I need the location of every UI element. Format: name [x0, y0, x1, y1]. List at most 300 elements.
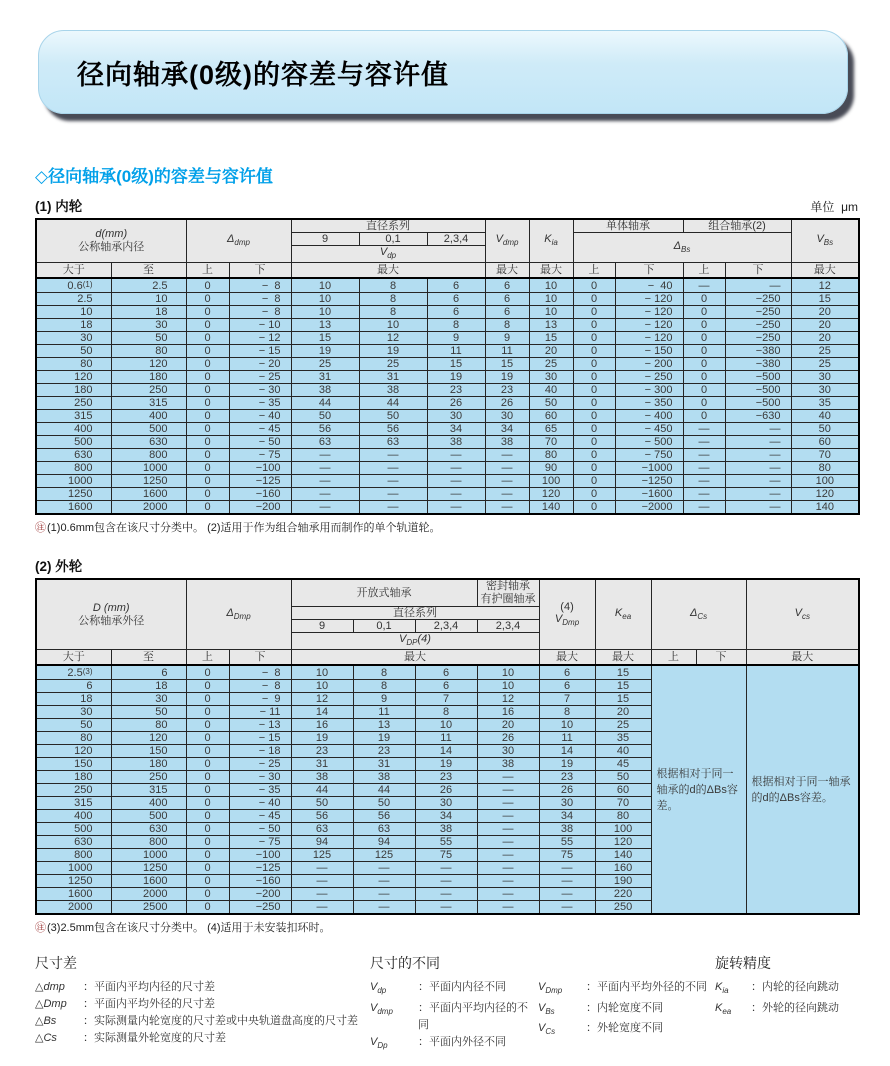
table-cell: 34 — [485, 423, 529, 436]
table-cell: 0 — [186, 732, 229, 745]
table-cell: − 45 — [229, 423, 291, 436]
col-sealed-bearing: 密封轴承 有护圈轴承 — [477, 579, 539, 607]
table-cell: −380 — [725, 345, 791, 358]
table-cell: 0 — [573, 462, 615, 475]
table-cell: 400 — [36, 810, 111, 823]
table-cell: 30 — [427, 410, 485, 423]
table-cell: — — [353, 862, 415, 875]
col-diameter-series: 直径系列 — [291, 607, 539, 620]
table-cell: 30 — [477, 745, 539, 758]
table-cell: 25 — [791, 345, 859, 358]
table-cell: 40 — [595, 745, 651, 758]
table-cell: 75 — [415, 849, 477, 862]
table-cell: 44 — [359, 397, 427, 410]
table2-footnote-text: (3)2.5mm包含在该尺寸分类中。 (4)适用于未安装扣环时。 — [47, 922, 331, 935]
table-cell: 15 — [595, 665, 651, 680]
table-cell: 10 — [477, 680, 539, 693]
table-cell: −500 — [725, 384, 791, 397]
table-cell: − 200 — [615, 358, 683, 371]
table-cell: 94 — [353, 836, 415, 849]
table-cell: 315 — [111, 784, 186, 797]
table-row — [36, 462, 859, 475]
table-cell: 12 — [291, 693, 353, 706]
table-cell: 44 — [291, 397, 359, 410]
table-cell: — — [477, 849, 539, 862]
table-cell: 14 — [415, 745, 477, 758]
table-cell: 0 — [186, 680, 229, 693]
table-cell: 63 — [291, 436, 359, 449]
table-cell: — — [725, 475, 791, 488]
legend-size-diff-title: 尺寸差 — [35, 955, 77, 972]
inner-ring-table — [35, 218, 860, 515]
table-cell: 20 — [477, 719, 539, 732]
table-cell: −200 — [229, 501, 291, 515]
table-cell: 1250 — [36, 488, 111, 501]
table-cell: 40 — [791, 410, 859, 423]
table-cell: — — [427, 501, 485, 515]
table-cell: 0 — [186, 693, 229, 706]
table1-footnote — [35, 519, 858, 535]
table-cell: 1250 — [36, 875, 111, 888]
table-cell: 1000 — [111, 849, 186, 862]
table-cell: 9 — [353, 693, 415, 706]
table-cell: 120 — [36, 371, 111, 384]
table-cell: 0 — [573, 449, 615, 462]
table-cell: — — [477, 836, 539, 849]
table-cell: 8 — [353, 680, 415, 693]
table-cell: − 150 — [615, 345, 683, 358]
table-cell: 20 — [529, 345, 573, 358]
col-label-max: 最大 — [791, 263, 859, 279]
table-cell: 1250 — [111, 475, 186, 488]
legend-item: $V_{Dp}$ ：平面内外径不同 — [370, 1035, 506, 1050]
table-cell: 50 — [111, 706, 186, 719]
section-title: ◇径向轴承(0级)的容差与容许值 — [35, 167, 273, 186]
table-cell: 160 — [595, 862, 651, 875]
table-cell: — — [485, 488, 529, 501]
table-row — [36, 410, 859, 423]
table1-caption-row — [35, 195, 858, 215]
table-cell: −200 — [229, 888, 291, 901]
col-label-upper: 上 — [573, 263, 615, 279]
table-cell: 80 — [111, 345, 186, 358]
col-label-max: 最大 — [746, 650, 859, 666]
table-cell: 0 — [573, 278, 615, 293]
table-cell: 6 — [427, 293, 485, 306]
table-cell: 0 — [186, 836, 229, 849]
table-cell: − 35 — [229, 784, 291, 797]
table-cell: 63 — [359, 436, 427, 449]
table-cell: − 8 — [229, 306, 291, 319]
table-cell: 1600 — [36, 888, 111, 901]
table-cell: − 40 — [229, 410, 291, 423]
table-cell: 16 — [477, 706, 539, 719]
table-cell: 15 — [291, 332, 359, 345]
legend-variation-col2 — [538, 979, 715, 1053]
table-cell: 15 — [595, 680, 651, 693]
col-delta-dmp: $\Delta_{dmp}$ — [186, 219, 291, 263]
table-row — [36, 306, 859, 319]
col-series-01: 0,1 — [353, 620, 415, 633]
table-cell: − 120 — [615, 319, 683, 332]
table-cell: 0 — [186, 849, 229, 862]
col-delta-bs: $\Delta_{Bs}$ — [573, 233, 791, 263]
table-cell: — — [477, 901, 539, 915]
table-cell: 2500 — [111, 901, 186, 915]
table-cell: 1250 — [111, 862, 186, 875]
col-kia: $K_{ia}$ — [529, 219, 573, 263]
table-cell: — — [291, 888, 353, 901]
col-series-234: 2,3,4 — [427, 233, 485, 246]
table-cell: — — [683, 423, 725, 436]
table-cell: 6 — [539, 680, 595, 693]
table2-footnote — [35, 919, 858, 935]
table1-caption: (1) 内轮 — [35, 199, 83, 214]
table-cell: 8 — [415, 706, 477, 719]
table-cell: 0 — [186, 462, 229, 475]
table-cell: 8 — [359, 293, 427, 306]
page-title: 径向轴承(0级)的容差与容许值 — [77, 59, 449, 90]
table-cell: — — [485, 462, 529, 475]
table-cell: 630 — [36, 836, 111, 849]
table-cell: 150 — [36, 758, 111, 771]
table-cell: — — [725, 278, 791, 293]
table-cell: 56 — [291, 810, 353, 823]
table-cell: 11 — [427, 345, 485, 358]
legend-variation-title: 尺寸的不同 — [370, 955, 440, 972]
table-cell: 180 — [36, 384, 111, 397]
col-label-over: 大于 — [36, 650, 111, 666]
table-cell: 50 — [359, 410, 427, 423]
legend-item: △Cs ：实际测量外轮宽度的尺寸差 — [35, 1032, 226, 1045]
table-cell: 45 — [595, 758, 651, 771]
table-row — [36, 319, 859, 332]
table-cell: 0 — [186, 706, 229, 719]
table-cell: 38 — [427, 436, 485, 449]
col-series-9: 9 — [291, 620, 353, 633]
table-cell: 8 — [427, 319, 485, 332]
table-cell: 0 — [186, 784, 229, 797]
table-cell: 12 — [477, 693, 539, 706]
table-cell: 0 — [186, 397, 229, 410]
table-cell: 70 — [595, 797, 651, 810]
table-cell: — — [477, 784, 539, 797]
table-cell: 125 — [353, 849, 415, 862]
col-series-234-sealed: 2,3,4 — [477, 620, 539, 633]
table-cell: − 750 — [615, 449, 683, 462]
table-cell: 19 — [539, 758, 595, 771]
table-cell: 10 — [359, 319, 427, 332]
table-cell: 1600 — [36, 501, 111, 515]
table-cell: 50 — [291, 797, 353, 810]
col-series-234: 2,3,4 — [415, 620, 477, 633]
table-cell: − 45 — [229, 810, 291, 823]
table-cell: 0 — [683, 306, 725, 319]
table-cell: — — [477, 875, 539, 888]
table-cell: − 10 — [229, 319, 291, 332]
table-cell: 250 — [111, 384, 186, 397]
table-cell: 31 — [359, 371, 427, 384]
legend-item: $K_{ia}$ ：内轮的径向跳动 — [715, 981, 839, 996]
table-cell: 180 — [36, 771, 111, 784]
table-cell: −125 — [229, 862, 291, 875]
table-cell: 120 — [595, 836, 651, 849]
table-cell: 120 — [791, 488, 859, 501]
table-cell: 20 — [791, 332, 859, 345]
table-cell: 0 — [186, 278, 229, 293]
table-cell: — — [291, 501, 359, 515]
table-cell: − 9 — [229, 693, 291, 706]
legend-rotation — [715, 953, 890, 1053]
table-cell: 8 — [359, 306, 427, 319]
table-row — [36, 332, 859, 345]
table-cell: 0 — [186, 384, 229, 397]
table-cell: — — [415, 875, 477, 888]
table-cell: 10 — [291, 665, 353, 680]
table-cell: 10 — [291, 680, 353, 693]
table-cell: 38 — [291, 771, 353, 784]
table-cell: — — [291, 475, 359, 488]
table-cell: — — [725, 488, 791, 501]
table-cell: 0 — [683, 397, 725, 410]
legend-item: $V_{dp}$ ：平面内内径不同 — [370, 981, 506, 996]
table-cell: 315 — [111, 397, 186, 410]
table-cell: 180 — [111, 371, 186, 384]
table-cell: 50 — [291, 410, 359, 423]
page-content — [0, 162, 890, 1054]
table-cell: 120 — [111, 732, 186, 745]
col-kea: $K_{ea}$ — [595, 579, 651, 650]
table-cell: 26 — [539, 784, 595, 797]
col-label-max: 最大 — [529, 263, 573, 279]
table-row — [36, 488, 859, 501]
table-row — [36, 436, 859, 449]
table-cell: 19 — [427, 371, 485, 384]
table-cell: 10 — [415, 719, 477, 732]
table-cell: 30 — [791, 371, 859, 384]
table-cell: −250 — [725, 332, 791, 345]
table-cell: 16 — [291, 719, 353, 732]
table-cell: − 8 — [229, 665, 291, 680]
table1-footnote-text: (1)0.6mm包含在该尺寸分类中。 (2)适用于作为组合轴承用而制作的单个轨道轮。 — [47, 522, 441, 535]
table-cell: 1000 — [36, 862, 111, 875]
table-cell: — — [359, 462, 427, 475]
table-cell: 38 — [477, 758, 539, 771]
table-cell: − 8 — [229, 278, 291, 293]
table-cell: — — [725, 436, 791, 449]
table-cell: 6 — [485, 293, 529, 306]
table-cell: 6 — [427, 306, 485, 319]
table-cell: 25 — [291, 358, 359, 371]
legend-variation-col1 — [370, 979, 538, 1053]
table-cell: − 13 — [229, 719, 291, 732]
table-cell: 8 — [539, 706, 595, 719]
table-cell: — — [427, 488, 485, 501]
table-cell: −250 — [229, 901, 291, 915]
table-cell: 90 — [529, 462, 573, 475]
table-cell: 2.5 — [36, 293, 111, 306]
table-row — [36, 397, 859, 410]
col-label-lower: 下 — [229, 263, 291, 279]
table-cell: − 50 — [229, 823, 291, 836]
col-delta-Dmp: $\Delta_{Dmp}$ — [186, 579, 291, 650]
table-cell: 31 — [291, 371, 359, 384]
col-label-max: 最大 — [539, 650, 595, 666]
table-row — [36, 665, 859, 680]
table-cell: 8 — [485, 319, 529, 332]
table-cell: 100 — [529, 475, 573, 488]
table-cell: — — [291, 449, 359, 462]
table-cell: 31 — [291, 758, 353, 771]
table-cell: 15 — [791, 293, 859, 306]
table-cell: — — [683, 462, 725, 475]
table-cell: 44 — [353, 784, 415, 797]
table-cell: − 8 — [229, 293, 291, 306]
table-cell: − 450 — [615, 423, 683, 436]
table-cell: 800 — [36, 849, 111, 862]
table-cell: 120 — [111, 358, 186, 371]
table-cell: 100 — [595, 823, 651, 836]
table-row — [36, 475, 859, 488]
table-cell: 0 — [186, 823, 229, 836]
table-cell: 20 — [791, 306, 859, 319]
table-cell: — — [683, 501, 725, 515]
table-cell: 0 — [683, 319, 725, 332]
table-cell: 14 — [291, 706, 353, 719]
table-cell: 30 — [36, 332, 111, 345]
table-cell: 10 — [36, 306, 111, 319]
table-cell: 13 — [529, 319, 573, 332]
table-cell: 0.6(1) — [36, 278, 111, 293]
table-cell: 6 — [111, 665, 186, 680]
table-cell: 30 — [791, 384, 859, 397]
table-cell: 23 — [353, 745, 415, 758]
table-cell: 56 — [359, 423, 427, 436]
table-cell: 30 — [36, 706, 111, 719]
table-row — [36, 278, 859, 293]
table-cell: 75 — [539, 849, 595, 862]
table-cell: 50 — [36, 719, 111, 732]
delta-cs-note-cell: 根据相对于同一轴承的d的ΔBs容差。 — [651, 665, 746, 914]
table-cell: 9 — [485, 332, 529, 345]
table-cell: − 250 — [615, 371, 683, 384]
note-mark-icon: ㊟ — [35, 522, 46, 535]
table-cell: − 30 — [229, 384, 291, 397]
table-cell: 23 — [427, 384, 485, 397]
table-cell: 38 — [353, 771, 415, 784]
table-cell: 25 — [529, 358, 573, 371]
table-cell: 50 — [529, 397, 573, 410]
table-cell: 0 — [186, 436, 229, 449]
table-cell: 40 — [529, 384, 573, 397]
table-cell: 26 — [427, 397, 485, 410]
table-cell: 50 — [353, 797, 415, 810]
table-cell: 0 — [186, 719, 229, 732]
col-open-bearing: 开放式轴承 — [291, 579, 477, 607]
table-row — [36, 384, 859, 397]
table-cell: — — [291, 462, 359, 475]
table-cell: 140 — [791, 501, 859, 515]
table-cell: 140 — [529, 501, 573, 515]
table-cell: 0 — [186, 745, 229, 758]
table-cell: 0 — [186, 771, 229, 784]
table-cell: 400 — [36, 423, 111, 436]
table-cell: 10 — [477, 665, 539, 680]
table-cell: − 25 — [229, 758, 291, 771]
table-row — [36, 501, 859, 515]
table-cell: — — [539, 888, 595, 901]
table-cell: 500 — [111, 423, 186, 436]
table-cell: 6 — [485, 306, 529, 319]
table-cell: — — [353, 888, 415, 901]
table-cell: — — [291, 488, 359, 501]
col-label-upper: 上 — [683, 263, 725, 279]
table-cell: 30 — [539, 797, 595, 810]
table-cell: 13 — [291, 319, 359, 332]
table-cell: − 120 — [615, 332, 683, 345]
table-cell: 0 — [186, 875, 229, 888]
table-cell: 80 — [529, 449, 573, 462]
vcs-note-cell: 根据相对于同一轴承的d的ΔBs容差。 — [746, 665, 859, 914]
table-cell: −250 — [725, 293, 791, 306]
table-cell: 15 — [485, 358, 529, 371]
col-label-upper: 上 — [186, 263, 229, 279]
col-label-max: 最大 — [485, 263, 529, 279]
table-cell: 120 — [529, 488, 573, 501]
table-cell: − 120 — [615, 306, 683, 319]
table-cell: 0 — [186, 475, 229, 488]
table-cell: — — [415, 888, 477, 901]
table-cell: 190 — [595, 875, 651, 888]
table-cell: −630 — [725, 410, 791, 423]
table-cell: 10 — [539, 719, 595, 732]
table-cell: −380 — [725, 358, 791, 371]
table-cell: — — [477, 797, 539, 810]
table-cell: 0 — [573, 306, 615, 319]
table-cell: −1250 — [615, 475, 683, 488]
col-label-to: 至 — [111, 650, 186, 666]
table-cell: 10 — [291, 293, 359, 306]
table-cell: — — [539, 875, 595, 888]
table-cell: 18 — [36, 319, 111, 332]
col-vdmp: $V_{dmp}$ — [485, 219, 529, 263]
table-cell: 19 — [291, 732, 353, 745]
table-cell: 6 — [539, 665, 595, 680]
table-cell: 70 — [791, 449, 859, 462]
legend — [35, 953, 890, 1053]
note-mark-icon: ㊟ — [35, 922, 46, 935]
table-cell: 1600 — [111, 488, 186, 501]
legend-item: $V_{dmp}$ ：平面内平均内径的不同 — [370, 1001, 528, 1031]
col-label-lower: 下 — [725, 263, 791, 279]
table-cell: − 15 — [229, 732, 291, 745]
table-cell: — — [477, 771, 539, 784]
table-cell: 6 — [415, 665, 477, 680]
table-cell: 60 — [595, 784, 651, 797]
col-label-over: 大于 — [36, 263, 111, 279]
table-cell: 38 — [415, 823, 477, 836]
table-cell: 25 — [791, 358, 859, 371]
table-cell: 400 — [111, 797, 186, 810]
table-cell: −125 — [229, 475, 291, 488]
table-cell: 0 — [186, 293, 229, 306]
table-cell: − 35 — [229, 397, 291, 410]
table-cell: −1600 — [615, 488, 683, 501]
table-cell: 80 — [791, 462, 859, 475]
table-cell: 10 — [529, 278, 573, 293]
table-cell: − 12 — [229, 332, 291, 345]
table-cell: — — [353, 901, 415, 915]
